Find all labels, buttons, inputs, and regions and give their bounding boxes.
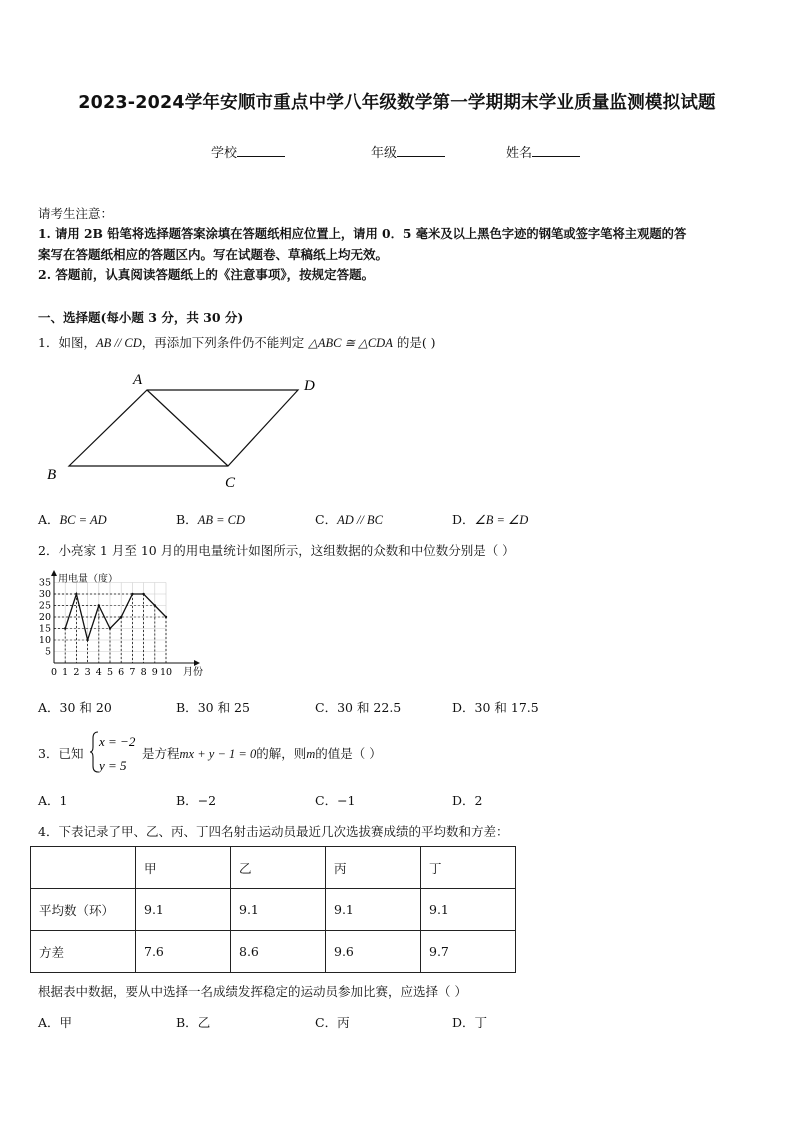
- question-4-after: 根据表中数据，要从中选择一名成绩发挥稳定的运动员参加比赛，应选择（ ）: [38, 984, 467, 999]
- notice-line-1a: 1. 请用 2B 铅笔将选择题答案涂填在答题纸相应位置上，请用 0．5 毫米及以上黑色字迹的钢笔或签字笔将主观题的答: [38, 226, 687, 241]
- parallelogram-outline: [69, 390, 298, 466]
- q3-option-c-letter: C．: [315, 793, 338, 808]
- x-tick-label: 1: [62, 667, 69, 678]
- vertex-label-b: B: [47, 467, 57, 483]
- q4-option-a-letter: A．: [38, 1015, 60, 1030]
- q4-option-c-text: 丙: [337, 1015, 350, 1030]
- q3-option-a[interactable]: [38, 791, 67, 809]
- vertex-label-c: C: [225, 475, 236, 490]
- table-header-yi: 乙: [231, 847, 326, 889]
- q1-parallelogram-figure: [40, 365, 340, 490]
- data-point: [64, 627, 66, 629]
- data-point: [142, 593, 144, 595]
- table-row: [31, 889, 516, 931]
- q1-congruence: △ABC ≅ △CDA: [308, 336, 393, 350]
- question-2-stem: 2．小亮家 1 月至 10 月的用电量统计如图所示，这组数据的众数和中位数分别是（ ）: [38, 543, 515, 558]
- q3-option-b[interactable]: [176, 791, 216, 809]
- q2-option-d-text: 30 和 17.5: [474, 700, 539, 715]
- q3-suffix-2: 的值是（ ）: [315, 746, 382, 761]
- q2-option-c-text: 30 和 22.5: [337, 700, 402, 715]
- table-cell: 7.6: [136, 931, 231, 973]
- q1-option-d-text: ∠B = ∠D: [474, 513, 529, 527]
- table-cell: 平均数（环）: [31, 889, 136, 931]
- data-point: [98, 604, 100, 606]
- x-tick-label: 9: [151, 667, 158, 678]
- table-cell: 9.1: [231, 889, 326, 931]
- y-tick-label: 15: [38, 623, 51, 635]
- q1-option-d[interactable]: [452, 510, 528, 528]
- q3-option-c-text: −1: [337, 793, 356, 808]
- y-axis-arrow-icon: [51, 570, 57, 576]
- school-blank: [237, 144, 285, 157]
- q1-option-c-text: AD // BC: [337, 513, 383, 527]
- x-tick-label: 10: [159, 667, 173, 678]
- table-cell: 方差: [31, 931, 136, 973]
- q3-option-a-text: 1: [59, 793, 68, 808]
- q2-option-c-letter: C．: [315, 700, 338, 715]
- question-1-stem: [38, 333, 436, 351]
- q4-option-c[interactable]: [315, 1013, 350, 1031]
- data-point: [165, 616, 167, 618]
- y-tick-label: 20: [38, 612, 51, 623]
- table-cell: 9.1: [421, 889, 516, 931]
- q4-option-b[interactable]: [176, 1013, 210, 1031]
- table-header-row: [31, 847, 516, 889]
- data-point: [86, 639, 88, 641]
- score-table: [30, 846, 516, 973]
- data-point: [75, 593, 77, 595]
- q1-option-b[interactable]: [176, 510, 245, 528]
- table-cell: 9.6: [326, 931, 421, 973]
- left-brace-icon: [90, 732, 98, 772]
- notice-line-1b: 案写在答题纸相应的答题区内。写在试题卷、草稿纸上均无效。: [38, 247, 389, 262]
- question-4-stem: 4．下表记录了甲、乙、丙、丁四名射击运动员最近几次选拔赛成绩的平均数和方差：: [38, 824, 509, 839]
- q3-eq-y: y = 5: [99, 758, 127, 773]
- school-field: [211, 142, 285, 161]
- q3-mid: 是方程: [142, 746, 180, 761]
- q1-option-c-letter: C．: [315, 512, 338, 527]
- page-title: 2023-2024学年安顺市重点中学八年级数学第一学期期末学业质量监测模拟试题: [78, 93, 716, 113]
- y-tick-label: 5: [44, 646, 51, 658]
- section-heading: 一、选择题(每小题 3 分，共 30 分): [38, 310, 244, 325]
- grade-label: 年级: [371, 146, 398, 161]
- q3-option-a-letter: A．: [38, 793, 60, 808]
- x-tick-label: 5: [106, 667, 114, 678]
- q1-option-d-letter: D．: [452, 512, 475, 527]
- grade-blank: [397, 144, 445, 157]
- name-label: 姓名: [506, 146, 533, 161]
- name-field: [506, 142, 580, 161]
- q2-option-a-letter: A．: [38, 700, 60, 715]
- table-cell: [31, 847, 136, 889]
- y-tick-label: 25: [38, 600, 51, 612]
- q3-equation-system: [90, 730, 142, 774]
- data-point: [131, 593, 133, 595]
- q4-option-d-letter: D．: [452, 1015, 475, 1030]
- q3-option-c[interactable]: [315, 791, 356, 809]
- table-header-jia: 甲: [136, 847, 231, 889]
- q1-prefix: 1．如图，: [38, 335, 96, 350]
- notice-line-2: 2. 答题前，认真阅读答题纸上的《注意事项》，按规定答题。: [38, 267, 375, 282]
- q3-option-d[interactable]: [452, 791, 482, 809]
- x-tick-label: 3: [84, 667, 91, 678]
- grade-field: [371, 142, 445, 161]
- table-header-bing: 丙: [326, 847, 421, 889]
- q3-equation: mx + y − 1 = 0: [179, 747, 257, 761]
- x-tick-label: 8: [140, 667, 147, 678]
- q2-option-d[interactable]: [452, 698, 539, 716]
- x-tick-label: 0: [50, 667, 58, 678]
- table-cell: 8.6: [231, 931, 326, 973]
- x-tick-label: 7: [129, 667, 136, 678]
- q1-option-a[interactable]: [38, 510, 107, 528]
- q4-option-b-text: 乙: [197, 1015, 211, 1030]
- q2-option-b-letter: B．: [176, 700, 198, 715]
- table-cell: 9.7: [421, 931, 516, 973]
- q1-suffix: 的是( ): [392, 335, 436, 350]
- table-cell: 9.1: [136, 889, 231, 931]
- table-header-ding: 丁: [421, 847, 516, 889]
- q3-eq-x: x = −2: [99, 734, 136, 749]
- x-tick-label: 6: [118, 667, 125, 678]
- q2-option-d-letter: D．: [452, 700, 475, 715]
- q2-option-c[interactable]: [315, 698, 401, 716]
- q1-condition: AB // CD: [95, 336, 142, 350]
- x-axis-arrow-icon: [194, 660, 200, 666]
- q3-prefix: 3．已知: [38, 746, 84, 761]
- q3-suffix-1: 的解，则: [256, 746, 307, 761]
- data-point: [154, 604, 156, 606]
- y-tick-label: 35: [38, 577, 51, 589]
- q4-option-a-text: 甲: [59, 1015, 73, 1030]
- q1-option-b-letter: B．: [176, 512, 198, 527]
- electricity-line-chart: [38, 568, 218, 680]
- chart-ylabel: 用电量（度）: [58, 574, 118, 585]
- q4-option-c-letter: C．: [315, 1015, 338, 1030]
- q2-option-b-text: 30 和 25: [197, 700, 250, 715]
- q1-option-c[interactable]: [315, 510, 383, 528]
- question-3-stem: [142, 744, 382, 762]
- q4-option-d-text: 丁: [474, 1015, 488, 1030]
- y-tick-label: 10: [38, 635, 51, 646]
- vertex-label-a: A: [133, 372, 143, 388]
- x-tick-label: 2: [73, 667, 80, 678]
- vertex-label-d: D: [304, 378, 315, 394]
- q1-option-b-text: AB = CD: [197, 513, 246, 527]
- data-point: [109, 627, 111, 629]
- q2-option-a-text: 30 和 20: [59, 700, 112, 715]
- diagonal-ac: [147, 390, 228, 466]
- name-blank: [532, 144, 580, 157]
- q4-option-d[interactable]: [452, 1013, 487, 1031]
- q2-option-a[interactable]: [38, 698, 112, 716]
- q3-var: m: [306, 747, 316, 761]
- notice-heading: 请考生注意：: [38, 206, 114, 221]
- q3-option-b-text: −2: [197, 793, 217, 808]
- y-tick-label: 30: [38, 589, 51, 600]
- q3-option-b-letter: B．: [176, 793, 198, 808]
- x-tick-label: 4: [95, 667, 102, 678]
- q3-option-d-letter: D．: [452, 793, 475, 808]
- q4-option-a[interactable]: [38, 1013, 72, 1031]
- q1-option-a-text: BC = AD: [59, 513, 107, 527]
- data-point: [120, 616, 122, 618]
- q2-option-b[interactable]: [176, 698, 250, 716]
- q3-option-d-text: 2: [474, 793, 483, 808]
- chart-xlabel: 月份: [183, 667, 203, 678]
- q4-option-b-letter: B．: [176, 1015, 198, 1030]
- q1-option-a-letter: A．: [38, 512, 60, 527]
- table-row: [31, 931, 516, 973]
- q1-mid: ，再添加下列条件仍不能判定: [141, 335, 309, 350]
- table-cell: 9.1: [326, 889, 421, 931]
- school-label: 学校: [211, 146, 238, 161]
